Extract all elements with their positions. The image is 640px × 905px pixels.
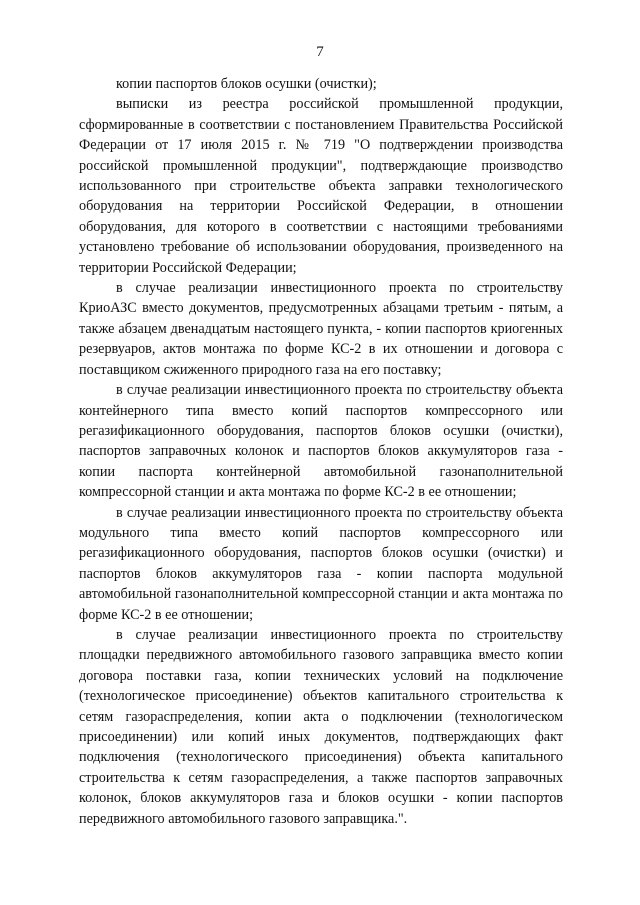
paragraph-container-station: в случае реализации инвестиционного проекта по строительству объекта контейнерного типа вместо копий паспортов компрессорного или регазификационного оборудования, паспортов блоков осушки (очистки), паспортов заправочных колонок и паспортов блоков аккумуляторов газа - копии паспорта контейнерной автомобильной газонаполнительной компрессорной станции и акта монтажа по форме КС-2 в ее отношении; (79, 382, 563, 501)
document-body (79, 74, 563, 829)
paragraph-modular-station: в случае реализации инвестиционного проекта по строительству объекта модульного типа вместо копий паспортов компрессорного или регазификационного оборудования, паспортов блоков осушки (очистки) и паспортов блоков аккумуляторов газа - копии паспорта модульной автомобильной газонаполнительной компрессорной станции и акта монтажа по форме КС-2 в ее отношении; (79, 504, 563, 623)
paragraph-industrial-registry-extracts: выписки из реестра российской промышленной продукции, сформированные в соответствии с постановлением Правительства Российской Федерации от 17 июля 2015 г. № 719 "О подтверждении производства российской промышленной продукции", подтверждающие производство использованного при строительстве объекта заправки технологического оборудования на территории Российской Федерации, в отношении оборудования, для которого в соответствии с настоящими требованиями установлено требование об использовании оборудования, произведенного на территории Российской Федерации; (79, 96, 563, 276)
paragraph-passports-drying-units: копии паспортов блоков осушки (очистки); (116, 76, 377, 92)
page-number: 7 (316, 44, 324, 60)
paragraph-mobile-refueler: в случае реализации инвестиционного проекта по строительству площадки передвижного автомобильного газового заправщика вместо копии договора поставки газа, копии технических условий на подключение (технологическое присоединение) объектов капитального строительства к сетям газораспределения, копии акта о подключении (технологическом присоединении) или копий иных документов, подтверждающих факт подключения (технологического присоединения) объекта капитального строительства к сетям газораспределения, а также паспортов заправочных колонок, блоков аккумуляторов газа и блоков осушки - копии паспортов передвижного автомобильного газового заправщика.". (79, 626, 563, 827)
paragraph-cryo-station: в случае реализации инвестиционного проекта по строительству КриоАЗС вместо документов, предусмотренных абзацами третьим - пятым, а также абзацем двенадцатым настоящего пункта, - копии паспортов криогенных резервуаров, актов монтажа по форме КС-2 в их отношении и договора с поставщиком сжиженного природного газа на его поставку; (79, 280, 563, 378)
